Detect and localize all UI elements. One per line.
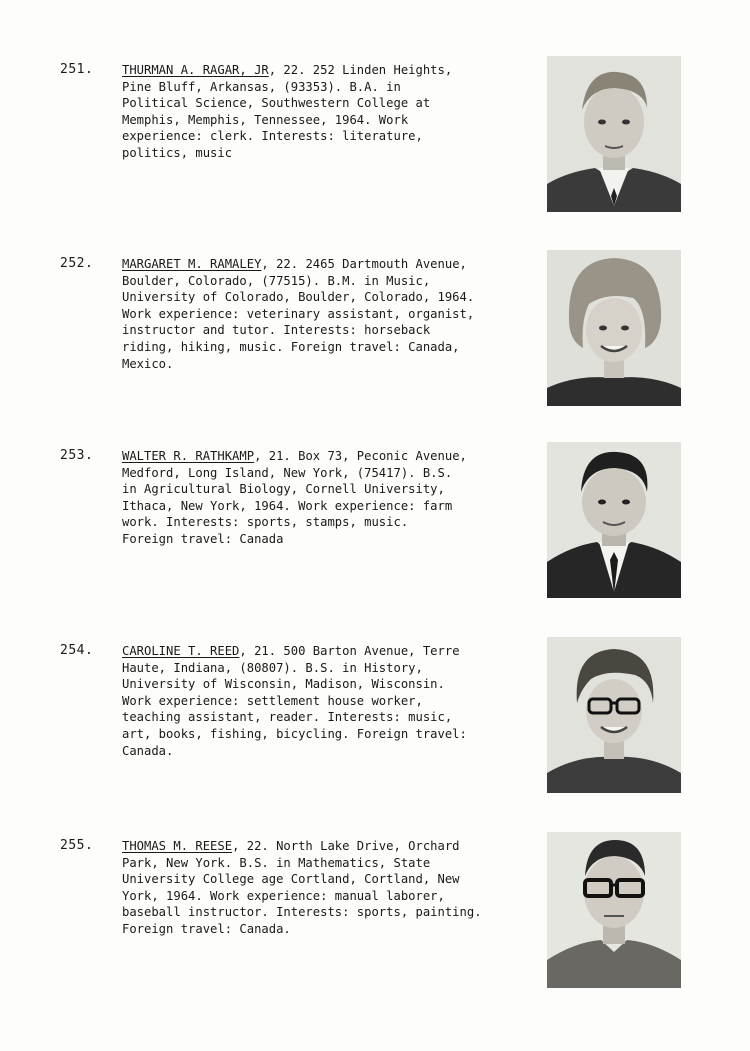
entry-details: , 21. 500 Barton Avenue, Terre Haute, Indiana, (80807). B.S. in History, University of Wisconsin, Madison, Wisconsin. Work experience: settlement house worker, teaching assistant, reader. Interests: music, art, books, fishing, bicycling. Foreign travel: Canada. — [122, 644, 467, 758]
portrait-photo — [547, 250, 681, 406]
entry-251 — [0, 62, 750, 262]
portrait-man-icon — [547, 56, 681, 212]
entry-number: 251. — [60, 62, 94, 77]
portrait-photo — [547, 442, 681, 598]
entry-text — [122, 62, 532, 162]
entry-name: WALTER R. RATHKAMP — [122, 449, 255, 463]
entry-details: , 21. Box 73, Peconic Avenue, Medford, Long Island, New York, (75417). B.S. in Agricultural Biology, Cornell University, Ithaca, New York, 1964. Work experience: farm work. Interests: sports, stamps, music. Foreign travel: Canada — [122, 449, 467, 546]
portrait-photo — [547, 832, 681, 988]
entry-name: MARGARET M. RAMALEY — [122, 257, 262, 271]
entry-number: 255. — [60, 838, 94, 853]
entry-name: THURMAN A. RAGAR, JR — [122, 63, 269, 77]
portrait-man-icon — [547, 832, 681, 988]
entry-number: 253. — [60, 448, 94, 463]
portrait-photo — [547, 56, 681, 212]
portrait-photo — [547, 637, 681, 793]
entry-text — [122, 448, 532, 548]
entry-name: THOMAS M. REESE — [122, 839, 233, 853]
entry-number: 252. — [60, 256, 94, 271]
entry-name: CAROLINE T. REED — [122, 644, 240, 658]
entry-details: , 22. 2465 Dartmouth Avenue, Boulder, Colorado, (77515). B.M. in Music, University of Colorado, Boulder, Colorado, 1964. Work experience: veterinary assistant, organist, instructor and tutor. Interests: horseback riding, hiking, music. Foreign travel: Canada, Mexico. — [122, 257, 475, 371]
entry-text — [122, 838, 532, 938]
entry-253 — [0, 448, 750, 648]
entry-text — [122, 643, 532, 759]
entry-details: , 22. North Lake Drive, Orchard Park, New York. B.S. in Mathematics, State University College age Cortland, Cortland, New York, 1964. Work experience: manual laborer, baseball instructor. Interests: sports, painting. Foreign travel: Canada. — [122, 839, 482, 936]
entry-254 — [0, 643, 750, 843]
portrait-woman-icon — [547, 250, 681, 406]
portrait-man-icon — [547, 442, 681, 598]
entry-details: , 22. 252 Linden Heights, Pine Bluff, Arkansas, (93353). B.A. in Political Science, Southwestern College at Memphis, Memphis, Tennessee, 1964. Work experience: clerk. Interests: literature, politics, music — [122, 63, 453, 160]
entry-252 — [0, 256, 750, 456]
entry-text — [122, 256, 532, 372]
portrait-woman-icon — [547, 637, 681, 793]
entry-255 — [0, 838, 750, 1038]
entry-number: 254. — [60, 643, 94, 658]
